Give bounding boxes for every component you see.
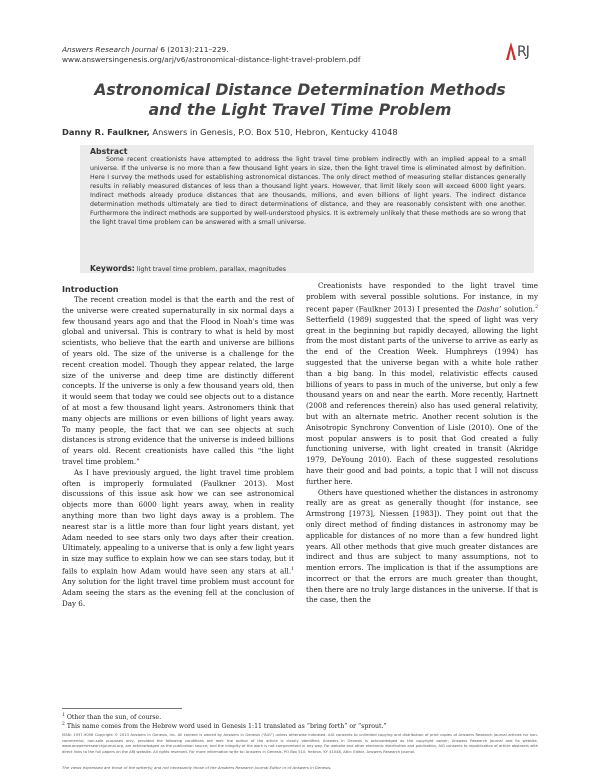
paragraph-4: Others have questioned whether the distances in astronomy really are as great as generally thought (for instance, see Armstrong [1973], Niessen [1983]). They point out that the only direct method of finding distances in astronomy may be applicable for distances of no more than a few hundred light years. All other methods that give much greater distances are indirect and thus are subject to many assumptions, not to mention errors. The implication is that if the assumptions are incorrect or that the errors are much greater than thought, then there are no truly large distances in the universe. If that is the case, then the: [306, 487, 538, 605]
column-right: [306, 281, 538, 606]
journal-citation: [62, 45, 229, 54]
journal-volume: 6 (2013):211–229.: [160, 45, 229, 54]
footnote-1-text: Other than the sun, of course.: [66, 714, 162, 722]
footnote-ref-2[interactable]: 2: [535, 304, 538, 310]
paragraph-3-text-c: Setterfield (1989) suggested that the speed of light was very great in the beginning but rapidly decayed, allowing the light from the most distant parts of the universe to arrive as early as the end of the Creation Week. Humphreys (1994) has suggested that the universe began with a white hole rather than a big bang. In this model, relativistic effects caused billions of years to pass in much of the universe, but only a few thousand years on and near the earth. More recently, Hartnett (2008 and references therein) also has used general relativity, but with an alternate metric. Another recent solution is the Anisotropic Synchrony Convention of Lisle (2010). One of the most popular answers is to posit that God created a fully functioning universe, with light created in transit (Akridge 1979, DeYoung 2010). Each of these suggested resolutions have their good and bad points, a topic that I will not discuss further here.: [306, 314, 538, 486]
abstract-text: Some recent creationists have attempted to address the light travel time problem indirectly with an implied appeal to a small universe. If the universe is no more than a few thousand light years in size, then the light travel time is eliminated almost by definition. Here I survey the methods used for establishing astronomical distances. The only direct method of measuring stellar distances generally results in reliably measured distances of less than a thousand light years. However, that limit likely soon will exceed 6000 light years. Indirect methods already produce distances that are thousands, millions, and even billions of light years. The indirect distance determination methods ultimately are tied to direct determinations of distance, and they are reasonably consistent with one another. Furthermore the indirect methods are supported by well-understood physics. It is extremely unlikely that these methods are so wrong that the light travel time problem can be answered with a small universe.: [90, 156, 526, 226]
paragraph-2: [62, 468, 294, 610]
column-left: [62, 284, 294, 609]
article-title: [60, 80, 540, 120]
disclaimer: The views expressed are those of the writer(s) and not necessarily those of the Answers Research Journal Editor or of Answers in Genesis.: [62, 765, 332, 770]
abstract-heading: Abstract: [90, 147, 128, 156]
paragraph-2-text-a: As I have previously argued, the light travel time problem often is improperly formulated (Faulkner 2013). Most discussions of this issue ask how we can see astronomical objects more than 6000 light years away, when in reality anything more than two light days away is a problem. The nearest star is a little more than four light years distant, yet Adam needed to see stars only two days after their creation. Ultimately, appealing to a universe that is only a few light years in size may suffice to explain how we can see stars today, but it fails to explain how Adam would have seen any stars at all.: [62, 467, 294, 576]
footnote-mark-1: 1: [62, 713, 65, 718]
title-line-1: Astronomical Distance Determination Methods: [94, 81, 506, 99]
footnote-2: [62, 721, 538, 731]
section-heading-introduction: Introduction: [62, 284, 119, 294]
keywords-label: Keywords:: [90, 264, 135, 273]
keywords: [90, 264, 286, 273]
footnote-ref-1[interactable]: 1: [291, 566, 294, 572]
keywords-list: light travel time problem, parallax, magnitudes: [134, 266, 287, 273]
dasha-term: Dasha: [476, 303, 499, 313]
footnote-divider: [62, 708, 182, 709]
arj-logo: [506, 40, 540, 66]
paragraph-1: The recent creation model is that the earth and the rest of the universe were created supernaturally in six normal days a few thousand years ago and that the Flood in Noah's time was global and universal. This is contrary to what is held by most scientists, who believe that the earth and universe are billions of years old. The size of the universe is a challenge for the recent creation model. Though they appear related, the large size of the universe and deep time are distinctly different concepts. If the universe is only a few thousand years old, then it would seem that today we could see objects out to a distance of at most a few thousand light years. Astronomers think that many objects are millions or even billions of light years away. To many people, the fact that we can see objects at such distances is strong evidence that the universe is indeed billions of years old. Recent creationists have called this “the light travel time problem.”: [62, 295, 294, 466]
paragraph-3-text-a: Creationists have responded to the light travel time problem with several possible solutions. For instance, in my recent paper (Faulkner 2013) I presented the: [306, 281, 538, 313]
journal-name: Answers Research Journal: [62, 45, 158, 54]
author-line: [62, 127, 398, 137]
article-url[interactable]: www.answersingenesis.org/arj/v6/astronomical-distance-light-travel-problem.pdf: [62, 55, 361, 64]
paragraph-3-text-b: ’ solution.: [498, 303, 536, 313]
author-affiliation: Answers in Genesis, P.O. Box 510, Hebron, Kentucky 41048: [149, 127, 398, 137]
paragraph-2-text-b: Any solution for the light travel time problem must account for Adam seeing the stars as the evening fell at the conclusion of Day 6.: [62, 577, 294, 608]
copyright-notice: ISSN: 1937-9056 Copyright © 2013 Answers in Genesis, Inc. All content is owned by Answers in Genesis (“AiG”) unless otherwise indicated. AiG consents to unlimited copying and distribution of print copies of Answers Research Journal articles for non-commercial, non-sale purposes only, provided the following conditions are met: the author of the article is clearly identified; Answers in Genesis is acknowledged as the copyright owner; Answers Research Journal and its website, www.answersresearchjournal.org, are acknowledged as the publication source; and the integrity of the work is not compromised in any way. For website and other electronic distribution and publication, AiG consents to republication of article abstracts with direct links to the full papers on the ARJ website. All rights reserved. For more information write to: Answers in Genesis, PO Box 510, Hebron, KY 41048, Attn: Editor, Answers Research Journal.: [62, 733, 538, 754]
title-line-2: and the Light Travel Time Problem: [148, 101, 452, 119]
paragraph-3: [306, 281, 538, 488]
footnote-2-text: This name comes from the Hebrew word used in Genesis 1:11 translated as “bring forth” or “sprout.”: [66, 723, 387, 731]
footnote-mark-2: 2: [62, 722, 65, 727]
logo-a-mark-icon: [506, 42, 516, 60]
author-name: Danny R. Faulkner,: [62, 127, 150, 137]
logo-text: RJ: [517, 44, 529, 60]
